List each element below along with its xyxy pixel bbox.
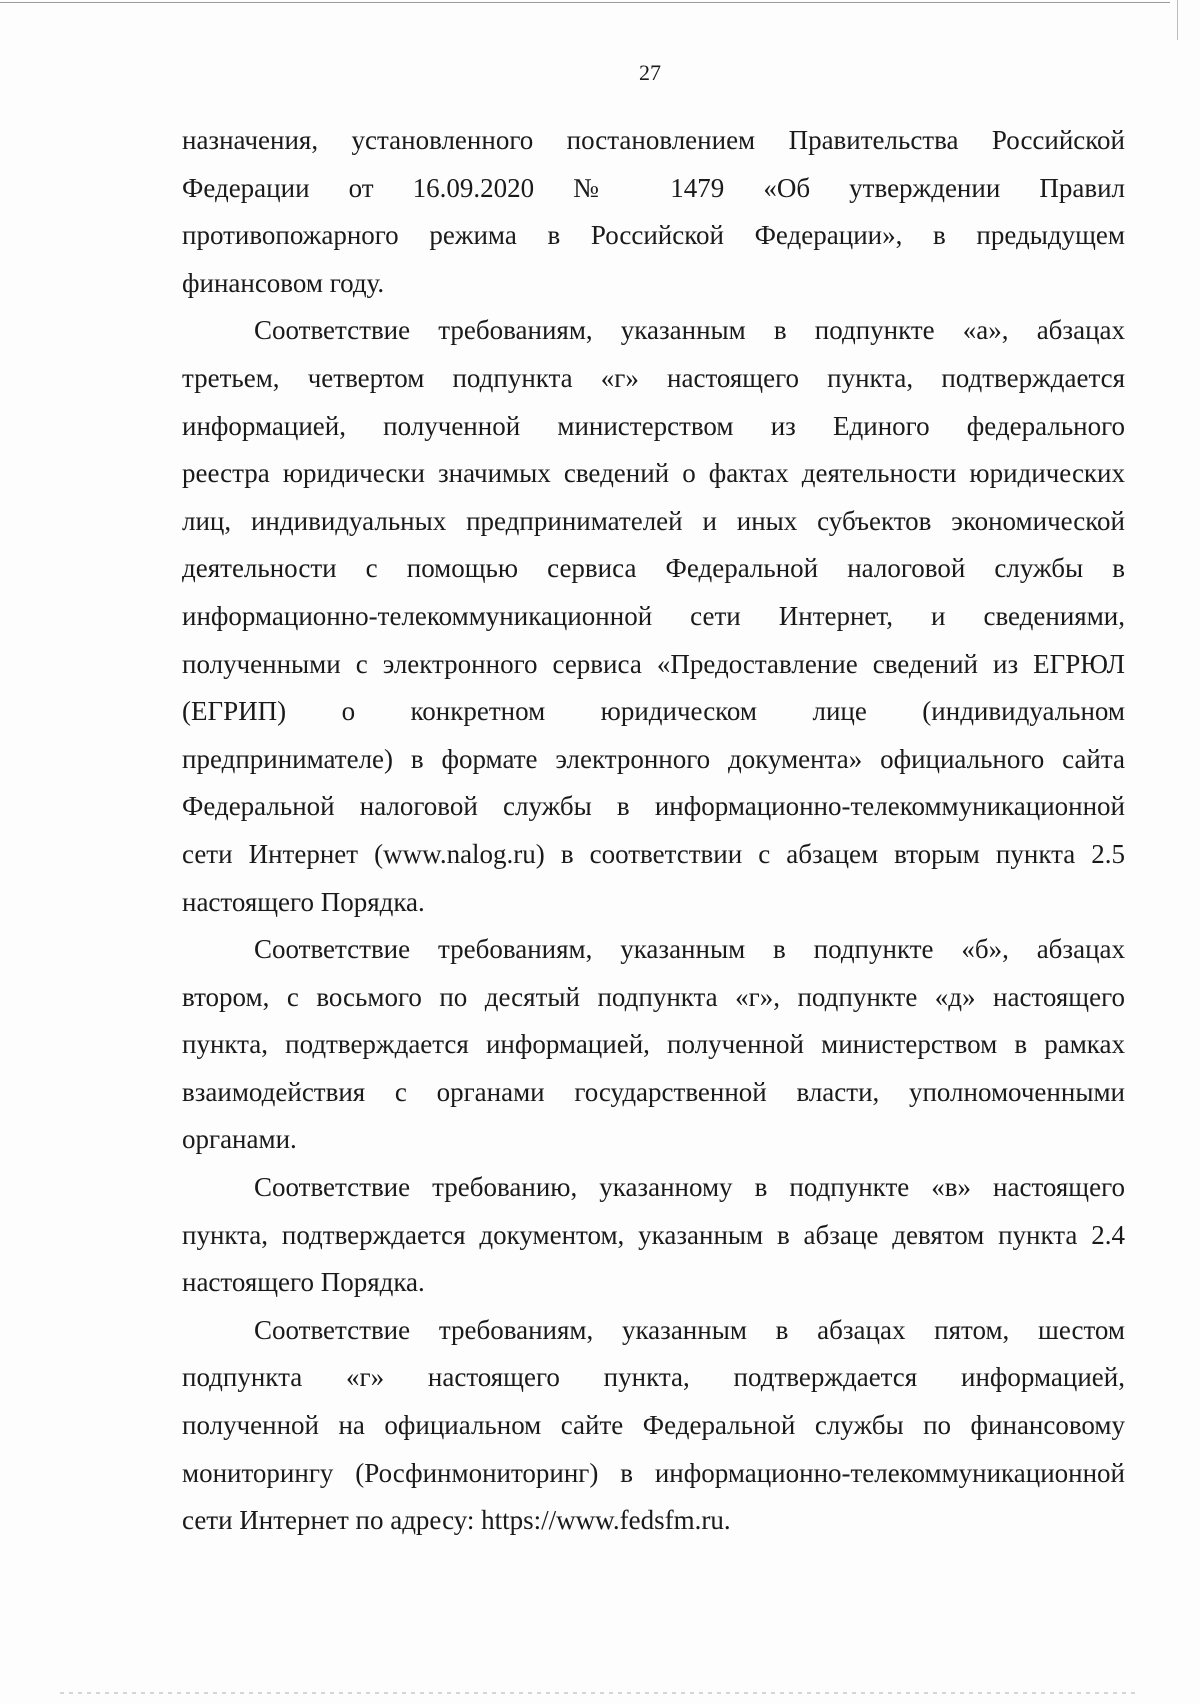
text-line: сети Интернет (www.nalog.ru) в соответствии с абзацем вторым пункта 2.5: [182, 838, 1125, 869]
scan-top-edge: [0, 2, 1170, 3]
text-line: третьем, четвертом подпункта «г» настоящего пункта, подтверждается: [182, 362, 1125, 393]
paragraph: [182, 117, 1125, 307]
text-line: пункта, подтверждается информацией, полученной министерством в рамках: [182, 1029, 1125, 1060]
paragraph: [182, 1164, 1125, 1307]
text-line: предпринимателе) в формате электронного документа» официального сайта: [182, 743, 1125, 774]
scan-right-edge: [1177, 0, 1178, 40]
text-line: полученной на официальном сайте Федеральной службы по финансовому: [182, 1410, 1125, 1441]
text-line: сети Интернет по адресу: https://www.fedsfm.ru.: [182, 1505, 731, 1536]
text-line: настоящего Порядка.: [182, 886, 425, 917]
text-line: мониторингу (Росфинмониторинг) в информационно-телекоммуникационной: [182, 1457, 1125, 1488]
text-line: Соответствие требованиям, указанным в подпункте «б», абзацах: [254, 934, 1125, 965]
text-line: настоящего Порядка.: [182, 1267, 425, 1298]
text-line: противопожарного режима в Российской Федерации», в предыдущем: [182, 220, 1125, 251]
scan-bottom-edge: [60, 1692, 1140, 1694]
text-line: Федеральной налоговой службы в информационно-телекоммуникационной: [182, 791, 1125, 822]
paragraph: [182, 926, 1125, 1164]
text-line: подпункта «г» настоящего пункта, подтверждается информацией,: [182, 1362, 1125, 1393]
text-line: полученными с электронного сервиса «Предоставление сведений из ЕГРЮЛ: [182, 648, 1125, 679]
text-line: деятельности с помощью сервиса Федеральной налоговой службы в: [182, 553, 1125, 584]
text-line: лиц, индивидуальных предпринимателей и иных субъектов экономической: [182, 505, 1125, 536]
paragraph: [182, 307, 1125, 926]
text-line: органами.: [182, 1124, 297, 1155]
text-line: назначения, установленного постановлением Правительства Российской: [182, 125, 1125, 155]
text-line: втором, с восьмого по десятый подпункта «г», подпункте «д» настоящего: [182, 981, 1125, 1012]
text-line: Соответствие требованию, указанному в подпункте «в» настоящего: [254, 1172, 1125, 1203]
document-body: [182, 117, 1125, 1545]
paragraph: [182, 1307, 1125, 1545]
page-number: 27: [639, 60, 661, 85]
text-line: реестра юридически значимых сведений о фактах деятельности юридических: [182, 458, 1125, 489]
text-line: Федерации от 16.09.2020 № 1479 «Об утверждении Правил: [182, 172, 1125, 203]
text-line: пункта, подтверждается документом, указанным в абзаце девятом пункта 2.4: [182, 1219, 1125, 1250]
text-line: информацией, полученной министерством из Единого федерального: [182, 410, 1125, 441]
text-line: (ЕГРИП) о конкретном юридическом лице (индивидуальном: [182, 696, 1125, 727]
text-line: финансовом году.: [182, 267, 385, 298]
text-line: информационно-телекоммуникационной сети Интернет, и сведениями,: [182, 600, 1125, 631]
text-line: взаимодействия с органами государственной власти, уполномоченными: [182, 1076, 1125, 1107]
text-line: Соответствие требованиям, указанным в подпункте «а», абзацах: [254, 315, 1125, 346]
text-line: Соответствие требованиям, указанным в абзацах пятом, шестом: [254, 1314, 1125, 1345]
